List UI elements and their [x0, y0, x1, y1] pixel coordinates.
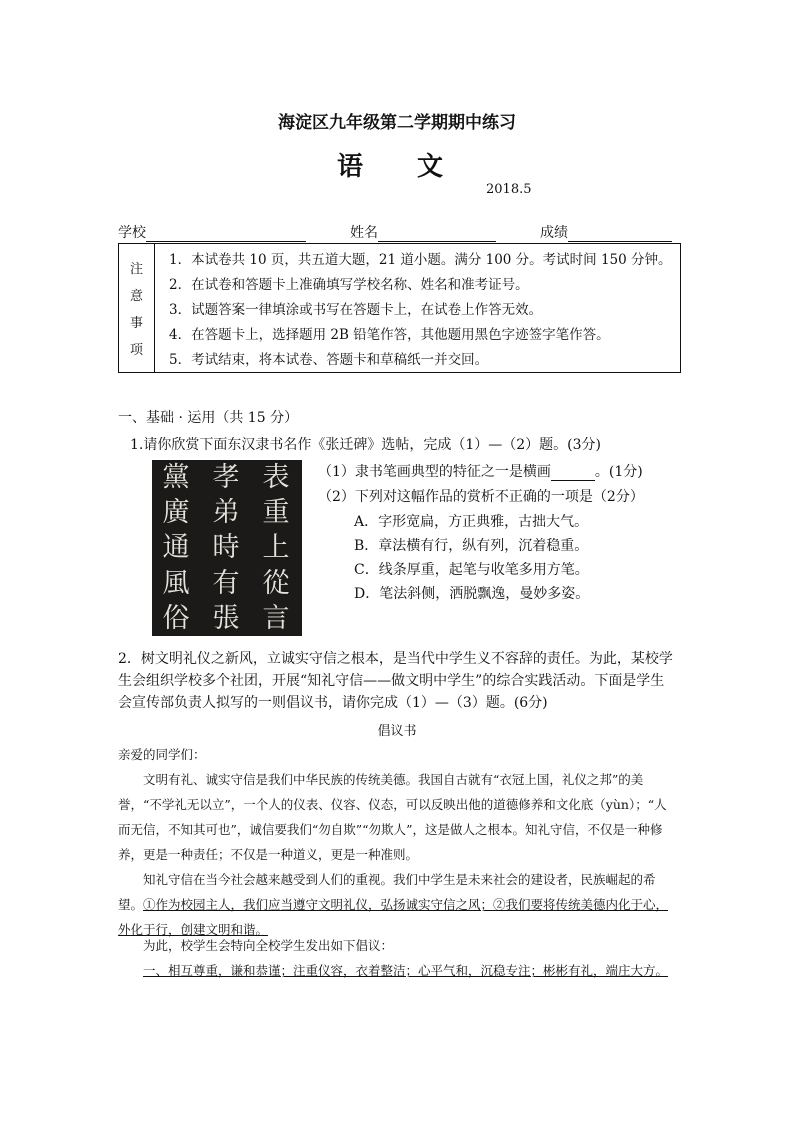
school-label: 学校 — [118, 225, 146, 241]
rubbing-char: 上 — [262, 532, 290, 564]
proposal-title: 倡议书 — [377, 724, 417, 739]
proposal-item-1: 一、相互尊重，谦和恭谨；注重仪容，衣着整洁；心平气和，沉稳专注；彬彬有礼，端庄大方。 — [143, 963, 669, 978]
school-field[interactable] — [118, 222, 306, 242]
section-heading: 一、基础 · 运用（共 15 分） — [118, 410, 299, 426]
proposal-paragraph-2 — [118, 867, 678, 942]
rubbing-char: 表 — [262, 462, 290, 494]
rubbing-char: 通 — [162, 532, 190, 564]
rubbing-char: 俗 — [162, 602, 190, 634]
notes-heading-char: 事 — [129, 316, 143, 331]
rubbing-char: 重 — [262, 497, 290, 529]
question-1-part-1-points: 。(1分) — [594, 464, 643, 480]
rubbing-char: 有 — [212, 567, 240, 599]
rubbing-char: 張 — [212, 602, 240, 634]
note-item: 5．考试结束，将本试卷、答题卡和草稿纸一并交回。 — [169, 352, 489, 368]
proposal-greeting: 亲爱的同学们： — [118, 747, 206, 762]
name-field[interactable] — [350, 222, 496, 242]
subject-title: 语 文 — [336, 152, 457, 182]
rubbing-char: 廣 — [162, 497, 190, 529]
note-item: 4．在答题卡上，选择题用 2B 铅笔作答，其他题用黑色字迹签字笔作答。 — [169, 327, 610, 343]
score-line[interactable] — [568, 227, 672, 242]
answer-blank[interactable] — [551, 468, 595, 481]
note-item: 3．试题答案一律填涂或书写在答题卡上，在试卷上作答无效。 — [169, 302, 543, 318]
proposal-paragraph-1: 文明有礼、诚实守信是我们中华民族的传统美德。我国自古就有“衣冠上国，礼仪之邦”的美誉，“不学礼无以立”，一个人的仪表、仪容、仪态，可以反映出他的道德修养和文化底（yùn）；“人而无信，不知其可也”，诚信要我们“勿自欺”“勿欺人”，这是做人之根本。知礼守信，不仅是一种修养，更是一种责任；不仅是一种道义，更是一种准则。 — [118, 772, 667, 862]
rubbing-char: 言 — [262, 602, 290, 634]
rubbing-column — [208, 460, 244, 636]
rubbing-column — [158, 460, 194, 636]
option-a: A．字形宽扁，方正典雅，古拙大气。 — [354, 514, 589, 530]
rubbing-char: 弟 — [212, 497, 240, 529]
rubbing-column — [258, 460, 294, 636]
underlined-sentences: ①作为校园主人，我们应当遵守文明礼仪，弘扬诚实守信之风；②我们要将传统美德内化于心，外化于行，创建文明和谐。 — [118, 897, 669, 937]
calligraphy-rubbing-image — [152, 460, 302, 636]
notes-heading-char: 注 — [129, 262, 143, 277]
proposal-paragraph-3: 为此，校学生会特向全校学生发出如下倡议： — [143, 938, 394, 953]
question-1-part-2: （2）下列对这幅作品的赏析不正确的一项是（2分） — [318, 489, 644, 505]
notes-list — [169, 248, 672, 373]
rubbing-char: 從 — [262, 567, 290, 599]
question-2: 2．树文明礼仪之新风，立诚实守信之根本，是当代中学生义不容辞的责任。为此，某校学生会组织学校多个社团，开展“知礼守信——做文明中学生”的综合实践活动。下面是学生会宣传部负责人拟写的一则倡议书，请你完成（1）—（3）题。(6分) — [118, 651, 673, 711]
option-b: B．章法横有行，纵有列，沉着稳重。 — [354, 538, 589, 554]
name-line[interactable] — [378, 227, 496, 242]
note-item: 1．本试卷共 10 页，共五道大题，21 道小题。满分 100 分。考试时间 150 分钟。 — [169, 252, 672, 268]
notes-heading-char: 项 — [129, 343, 143, 358]
notes-heading-char: 意 — [129, 289, 143, 304]
exam-title: 海淀区九年级第二学期期中练习 — [278, 113, 516, 133]
name-label: 姓名 — [350, 225, 378, 241]
question-1: 1.请你欣赏下面东汉隶书名作《张迁碑》选帖，完成（1）—（2）题。(3分) — [130, 437, 602, 453]
rubbing-char: 孝 — [212, 462, 240, 494]
exam-date: 2018.5 — [486, 182, 532, 197]
question-1-part-1 — [318, 461, 643, 481]
score-field[interactable] — [540, 222, 672, 242]
school-line[interactable] — [146, 227, 306, 242]
notes-box — [118, 243, 681, 373]
rubbing-char: 風 — [162, 567, 190, 599]
note-item: 2．在试卷和答题卡上准确填写学校名称、姓名和准考证号。 — [169, 277, 529, 293]
option-d: D．笔法斜侧，洒脱飘逸，曼妙多姿。 — [354, 586, 590, 602]
rubbing-char: 時 — [212, 532, 240, 564]
rubbing-char: 黨 — [162, 462, 190, 494]
question-1-part-1-text: （1）隶书笔画典型的特征之一是横画 — [318, 464, 551, 480]
proposal-paragraph-2-text: 知礼守信在当今社会越来越受到人们的重视。我们中学生是未来社会的建设者，民族崛起的希望。 — [118, 872, 656, 912]
score-label: 成绩 — [540, 225, 568, 241]
option-c: C．线条厚重，起笔与收笔多用方笔。 — [354, 562, 589, 578]
notes-heading — [119, 244, 155, 372]
